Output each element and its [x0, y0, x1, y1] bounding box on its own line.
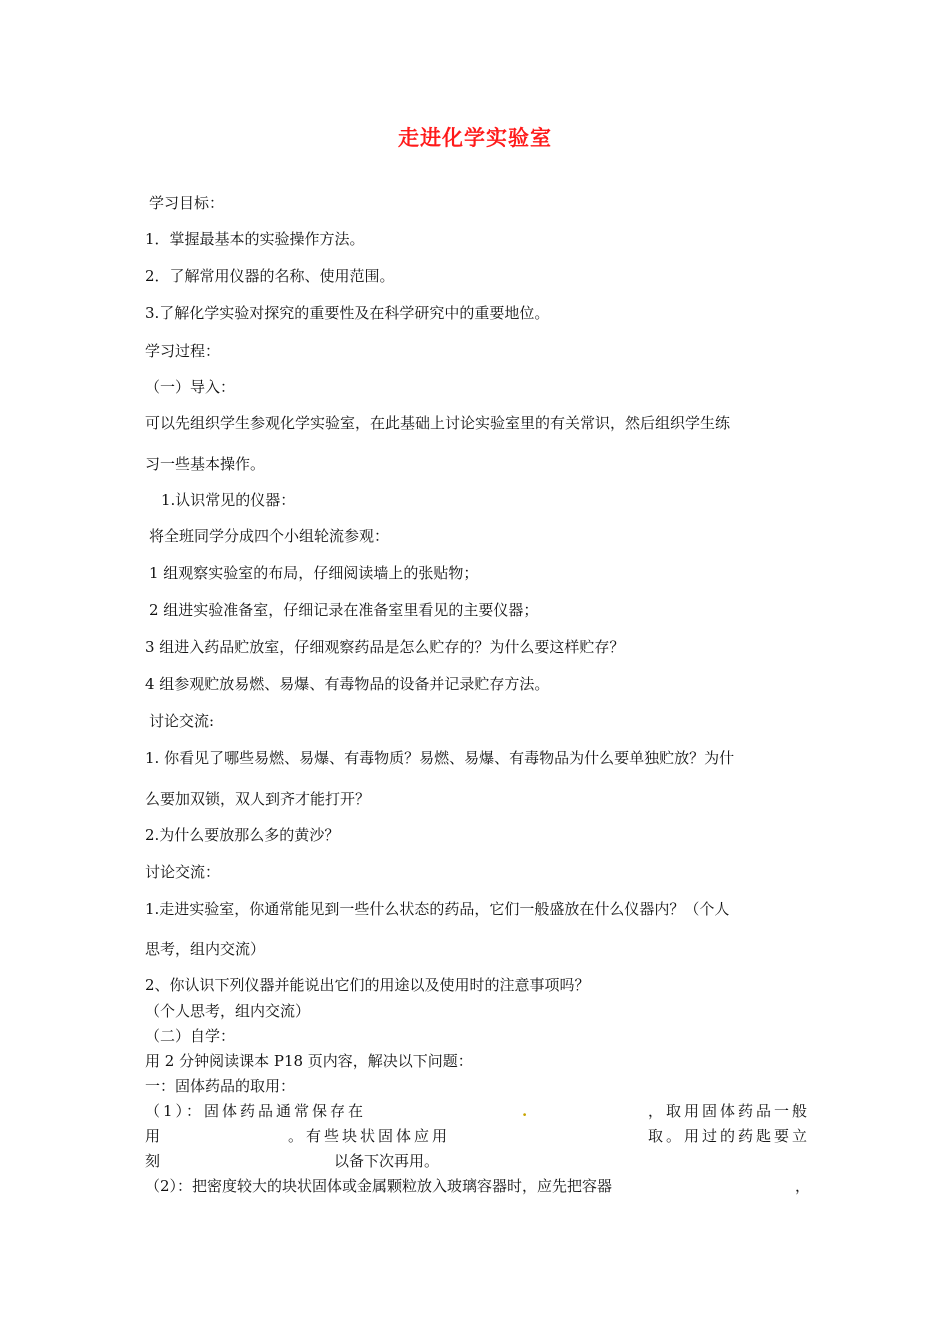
group-item-2: 2 组进实验准备室，仔细记录在准备室里看见的主要仪器；: [149, 601, 539, 619]
objective-item-3: 3.了解化学实验对探究的重要性及在科学研究中的重要地位。: [145, 304, 550, 322]
fill-blank-text: ，取用固体药品一般: [647, 1102, 810, 1120]
page-title: 走进化学实验室: [398, 126, 552, 150]
fill-blank-text: （2）：把密度较大的块状固体或金属颗粒放入玻璃容器时，应先把容器: [145, 1177, 613, 1195]
group-item-3: 3 组进入药品贮放室，仔细观察药品是怎么贮存的？为什么要这样贮存？: [145, 638, 625, 656]
discussion1-question-2: 2.为什么要放那么多的黄沙？: [145, 826, 340, 844]
discussion-heading-2: 讨论交流：: [145, 863, 221, 881]
group-item-4: 4 组参观贮放易燃、易爆、有毒物品的设备并记录贮存方法。: [145, 675, 550, 693]
objective-item-2: 2．了解常用仪器的名称、使用范围。: [145, 267, 395, 285]
fill-blank-text: 。有些块状固体应用: [288, 1127, 451, 1145]
blank-marker: .: [522, 1102, 528, 1120]
process-heading: 学习过程：: [145, 342, 221, 360]
discussion2-question-1-line-2: 思考，组内交流）: [145, 940, 266, 958]
self-study-instruction: 用 2 分钟阅读课本 P18 页内容，解决以下问题：: [145, 1052, 473, 1070]
fill-blank-line-4: [145, 1176, 810, 1196]
discussion2-question-2: 2、你认识下列仪器并能说出它们的用途以及使用时的注意事项吗？: [145, 976, 590, 994]
fill-blank-line-2: [145, 1126, 810, 1146]
fill-blank-text: 用: [145, 1127, 161, 1145]
fill-blank-line-1: [145, 1101, 810, 1121]
instruments-subheading: 1.认识常见的仪器：: [161, 491, 296, 509]
fill-blank-text: 取。用过的药匙要立: [647, 1127, 810, 1145]
fill-blank-text: （1）：固体药品通常保存在: [145, 1102, 367, 1120]
solid-reagents-heading: 一：固体药品的取用：: [145, 1077, 296, 1095]
groups-intro: 将全班同学分成四个小组轮流参观：: [149, 527, 390, 545]
intro-heading: （一）导入：: [145, 378, 236, 396]
fill-blank-text: 刻: [145, 1152, 161, 1170]
intro-paragraph-line-1: 可以先组织学生参观化学实验室，在此基础上讨论实验室里的有关常识，然后组织学生练: [145, 414, 731, 432]
fill-blank-text: ，: [794, 1177, 810, 1195]
discussion2-question-1-line-1: 1.走进实验室，你通常能见到一些什么状态的药品，它们一般盛放在什么仪器内？（个人: [145, 900, 730, 918]
objective-item-1: 1．掌握最基本的实验操作方法。: [145, 230, 365, 248]
discussion-heading-1: 讨论交流:: [149, 712, 215, 730]
discussion1-question-1-line-2: 么要加双锁，双人到齐才能打开？: [145, 790, 371, 808]
fill-blank-line-3: [145, 1151, 810, 1171]
fill-blank-text: 以备下次再用。: [334, 1152, 440, 1170]
self-study-heading: （二）自学：: [145, 1027, 236, 1045]
group-item-1: 1 组观察实验室的布局，仔细阅读墙上的张贴物；: [149, 564, 479, 582]
discussion1-question-1-line-1: 1. 你看见了哪些易燃、易爆、有毒物质？易燃、易爆、有毒物品为什么要单独贮放？为什: [145, 749, 735, 767]
discussion2-question-2-note: （个人思考，组内交流）: [145, 1002, 311, 1020]
objectives-heading: 学习目标：: [149, 194, 225, 212]
intro-paragraph-line-2: 习一些基本操作。: [145, 455, 266, 473]
